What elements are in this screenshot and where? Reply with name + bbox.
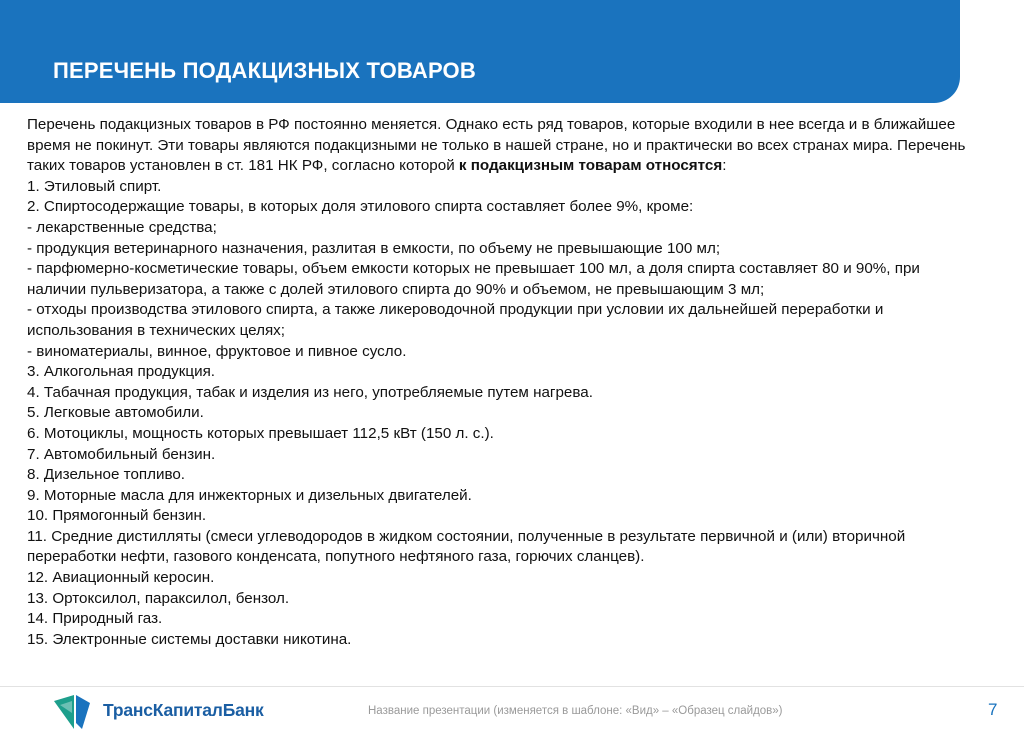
list-item: 14. Природный газ. — [27, 610, 163, 628]
list-item: 12. Авиационный керосин. — [27, 569, 215, 587]
intro-paragraph — [27, 115, 982, 177]
bank-logo-icon — [52, 693, 92, 731]
list-item: 2. Спиртосодержащие товары, в которых доля этилового спирта составляет более 9%, кроме: — [27, 198, 694, 216]
footer-divider — [0, 686, 1024, 687]
list-item: 11. Средние дистилляты (смеси углеводородов в жидком состоянии, полученные в результате первичной и (или) вторичной переработки нефти, газового конденсата, попутного нефтяного газа, горючих сланцев). — [27, 527, 906, 566]
list-item: - отходы производства этилового спирта, а также ликероводочной продукции при условии их дальнейшей переработки и использования в технических целях; — [27, 301, 884, 339]
page-title: ПЕРЕЧЕНЬ ПОДАКЦИЗНЫХ ТОВАРОВ — [53, 58, 476, 83]
list-item: 1. Этиловый спирт. — [27, 177, 162, 195]
page-number: 7 — [988, 700, 998, 719]
header-bar — [0, 0, 960, 103]
bank-brand-name: ТрансКапиталБанк — [103, 700, 264, 720]
list-item: - лекарственные средства; — [27, 218, 217, 236]
list-item: 5. Легковые автомобили. — [27, 404, 204, 422]
list-item: 15. Электронные системы доставки никотина. — [27, 630, 352, 648]
list-item: - продукция ветеринарного назначения, разлитая в емкости, по объему не превышающие 100 мл; — [27, 239, 721, 257]
presentation-name-note: Название презентации (изменяется в шаблоне: «Вид» – «Образец слайдов») — [368, 705, 783, 717]
list-item: 4. Табачная продукция, табак и изделия из него, употребляемые путем нагрева. — [27, 383, 593, 401]
header-right-strip — [960, 0, 1024, 103]
intro-text: Перечень подакцизных товаров в РФ постоянно меняется. Однако есть ряд товаров, которые входили в нее всегда и в ближайшее время не покинут. Эти товары являются подакцизными не только в нашей стране, но и практически во всех странах мира. Перечень таких товаров установлен в ст. 181 НК РФ, согласно которой — [27, 116, 966, 175]
list-item: - виноматериалы, винное, фруктовое и пивное сусло. — [27, 342, 407, 360]
logo-blue-shape — [76, 695, 90, 729]
intro-bold: к подакцизным товарам относятся — [458, 157, 723, 175]
list-item: - парфюмерно-косметические товары, объем емкости которых не превышает 100 мл, а доля спирта составляет 80 и 90%, при наличии пульверизатора, а также с долей этилового спирта до 90% и объемом, не превышающим 3 мл; — [27, 260, 920, 298]
list-item: 8. Дизельное топливо. — [27, 466, 186, 484]
list-item: 9. Моторные масла для инжекторных и дизельных двигателей. — [27, 486, 472, 504]
list-item: 10. Прямогонный бензин. — [27, 507, 207, 525]
content-body — [27, 115, 982, 650]
list-item: 3. Алкогольная продукция. — [27, 363, 216, 381]
intro-end: : — [722, 157, 727, 175]
list-item: 7. Автомобильный бензин. — [27, 445, 216, 463]
list-item: 6. Мотоциклы, мощность которых превышает 112,5 кВт (150 л. с.). — [27, 424, 494, 442]
list-item: 13. Ортоксилол, параксилол, бензол. — [27, 589, 290, 607]
